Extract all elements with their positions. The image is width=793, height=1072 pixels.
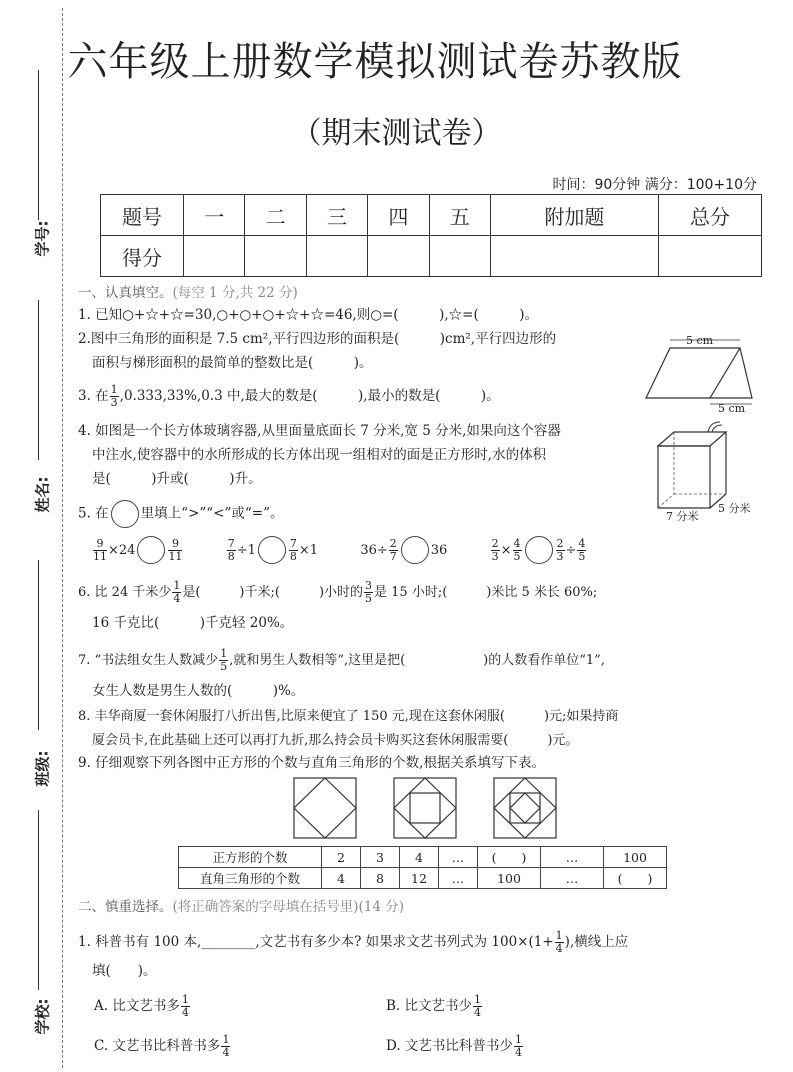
class-underline — [38, 560, 39, 730]
section-1-heading — [78, 282, 298, 304]
binding-strip — [0, 0, 70, 1072]
question-5-expressions — [92, 536, 587, 564]
length-label: 7 分米 — [666, 510, 699, 523]
page-title: 六年级上册数学模拟测试卷苏教版 — [67, 39, 683, 85]
answer-circle[interactable] — [137, 536, 165, 564]
answer-circle[interactable] — [258, 536, 286, 564]
section-2-note: (将正确答案的字母填在括号里)(14 分) — [172, 899, 405, 915]
pattern-cell: … — [541, 847, 604, 868]
question-3 — [78, 384, 500, 409]
width-label: 5 分米 — [718, 502, 751, 515]
score-cell[interactable] — [659, 236, 762, 277]
question-7-line2: 女生人数是男生人数的( )%。 — [92, 683, 305, 699]
question-7-line1: 7. “书法组女生人数减少 $\frac{1}{5}$ ,就和男生人数相等”,这里是把( )的人数看作单位“1”, — [78, 647, 605, 673]
option-c[interactable]: C. 文艺书比科普书多 $\frac{1}{4}$ — [94, 1033, 230, 1059]
question-6-line2: 16 千克比( )千克轻 20%。 — [92, 615, 294, 631]
squares-pattern-figure — [290, 776, 580, 840]
question-2-line2: 面积与梯形面积的最简单的整数比是( )。 — [92, 355, 373, 371]
compare-expr-1: $\frac{9}{11}$ ×24 $\frac{9}{11}$ — [93, 536, 183, 563]
question-6-line1: 6. 比 24 千米少 $\frac{1}{4}$ 是( )千米;( )小时的 $\frac{3}{5}$ 是 15 小时;( )米比 5 米长 60%; — [78, 579, 598, 605]
score-header: 四 — [368, 195, 429, 236]
score-cell[interactable] — [245, 236, 306, 277]
pattern-cell: … — [439, 847, 478, 868]
score-header: 附加题 — [490, 195, 658, 236]
pattern-row-label: 正方形的个数 — [179, 847, 322, 868]
q5-text: 里填上“>”“<”或“=”。 — [140, 505, 284, 522]
pattern-cell: 100 — [604, 847, 667, 868]
pattern-cell: 4 — [322, 868, 361, 889]
compare-expr-2: $\frac{7}{8}$ ÷1 $\frac{7}{8}$ ×1 — [227, 536, 319, 563]
s2-question-1-line2: 填( )。 — [92, 963, 157, 979]
option-d[interactable]: D. 文艺书比科普书少 $\frac{1}{4}$ — [386, 1033, 522, 1059]
q3-text: ,0.333,33%,0.3 中,最大的数是( ),最小的数是( )。 — [119, 388, 500, 404]
q5-text: 5. 在 — [78, 505, 109, 522]
question-8-line2: 厦会员卡,在此基础上还可以再打九折,那么持会员卡购买这套休闲服需要( )元。 — [92, 733, 579, 748]
question-2-line1: 2.图中三角形的面积是 7.5 cm²,平行四边形的面积是( )cm²,平行四边形的 — [78, 331, 557, 347]
container-figure — [650, 418, 770, 523]
score-header: 三 — [306, 195, 367, 236]
name-label: 姓名: — [33, 476, 52, 513]
compare-circle — [111, 500, 139, 528]
score-row-label: 得分 — [101, 236, 184, 277]
bottom-length-label: 5 cm — [718, 402, 746, 415]
pattern-cell: 12 — [400, 868, 439, 889]
pattern-cell: 4 — [400, 847, 439, 868]
score-cell[interactable] — [306, 236, 367, 277]
cut-line — [62, 8, 63, 1068]
question-5-heading — [78, 500, 284, 528]
question-4-line2: 中注水,使容器中的水所形成的长方体出现一组相对的面是正方形时,水的体积 — [92, 447, 547, 463]
score-header: 总分 — [659, 195, 762, 236]
top-length-label: 5 cm — [686, 334, 714, 347]
section-2-title: 二、慎重选择。 — [78, 899, 173, 915]
score-header: 题号 — [101, 195, 184, 236]
pattern-answer-cell[interactable]: ( ) — [604, 868, 667, 889]
pattern-1 — [294, 778, 356, 838]
time-score-info: 时间：90分钟 满分：100+10分 — [552, 177, 757, 193]
class-label: 班级: — [33, 750, 52, 787]
school-label: 学校: — [33, 998, 52, 1035]
pattern-answer-cell[interactable]: ( ) — [478, 847, 541, 868]
pattern-cell: … — [439, 868, 478, 889]
question-1: 1. 已知○+☆+☆=30,○+○+○+☆+☆=46,则○=( ),☆=( )。 — [78, 307, 538, 323]
question-4-line1: 4. 如图是一个长方体玻璃容器,从里面量底面长 7 分米,宽 5 分米,如果向这个容器 — [78, 423, 561, 439]
pattern-cell: 2 — [322, 847, 361, 868]
section-2-heading — [78, 896, 404, 918]
fraction: $\frac{1}{3}$ — [110, 383, 118, 409]
score-cell[interactable] — [368, 236, 429, 277]
name-underline — [38, 300, 39, 460]
score-header: 二 — [245, 195, 306, 236]
score-cell[interactable] — [184, 236, 245, 277]
pattern-cell: … — [541, 868, 604, 889]
score-cell[interactable] — [429, 236, 490, 277]
score-cell[interactable] — [490, 236, 658, 277]
option-a[interactable]: A. 比文艺书多 $\frac{1}{4}$ — [94, 993, 189, 1019]
section-1-title: 一、认真填空。 — [78, 285, 173, 301]
student-id-label: 学号: — [33, 220, 52, 257]
school-underline — [38, 810, 39, 990]
answer-circle[interactable] — [525, 536, 553, 564]
compare-expr-4: $\frac{2}{3}$ × $\frac{4}{5}$ $\frac{2}{3}$ ÷ $\frac{4}{5}$ — [491, 536, 586, 563]
pattern-cell: 3 — [361, 847, 400, 868]
pattern-table — [178, 846, 667, 889]
page-subtitle: （期末测试卷） — [291, 116, 502, 151]
pattern-3 — [494, 778, 556, 838]
pattern-row-label: 直角三角形的个数 — [179, 868, 322, 889]
question-4-line3: 是( )升或( )升。 — [92, 471, 262, 487]
compare-expr-3: 36÷ $\frac{2}{7}$ 36 — [360, 536, 448, 563]
score-table — [100, 194, 762, 277]
pattern-2 — [394, 778, 456, 838]
score-header: 五 — [429, 195, 490, 236]
question-8-line1: 8. 丰华商厦一套休闲服打八折出售,比原来便宜了 150 元,现在这套休闲服( )元;如果持商 — [78, 709, 619, 724]
trapezoid-figure — [640, 330, 760, 418]
s2-question-1-line1: 1. 科普书有 100 本,________,文艺书有多少本? 如果求文艺书列式为 100×(1+ $\frac{1}{4}$ ),横线上应 — [78, 929, 629, 955]
pattern-cell: 8 — [361, 868, 400, 889]
answer-circle[interactable] — [401, 536, 429, 564]
score-header: 一 — [184, 195, 245, 236]
option-b[interactable]: B. 比文艺书少 $\frac{1}{4}$ — [386, 993, 482, 1019]
question-9: 9. 仔细观察下列各图中正方形的个数与直角三角形的个数,根据关系填写下表。 — [78, 755, 545, 771]
q3-text: 3. 在 — [78, 388, 109, 404]
section-1-note: (每空 1 分,共 22 分) — [172, 285, 298, 301]
pattern-cell: 100 — [478, 868, 541, 889]
